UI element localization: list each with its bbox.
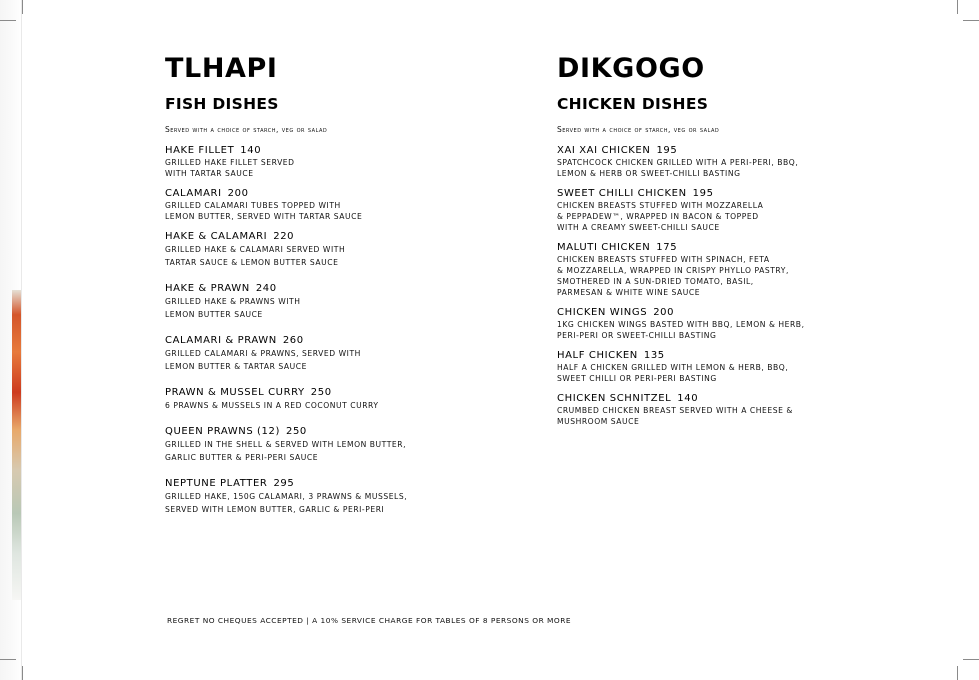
menu-item xyxy=(165,387,485,412)
crop-mark xyxy=(963,20,979,21)
item-name: MALUTI CHICKEN xyxy=(557,242,651,253)
menu-item xyxy=(557,145,877,179)
crop-mark xyxy=(0,20,16,21)
item-price: 135 xyxy=(643,350,665,361)
footer-note: REGRET NO CHEQUES ACCEPTED | A 10% SERVICE CHARGE FOR TABLES OF 8 PERSONS OR MORE xyxy=(167,616,572,625)
item-price: 140 xyxy=(677,393,699,404)
fish-subtitle: FISH DISHES xyxy=(165,95,279,113)
item-price: 200 xyxy=(653,307,675,318)
item-price: 220 xyxy=(273,231,295,242)
item-name: CHICKEN SCHNITZEL xyxy=(557,393,672,404)
chicken-serving-note: Served with a choice of starch, veg or salad xyxy=(557,125,720,134)
item-description: GRILLED HAKE FILLET SERVED WITH TARTAR SAUCE xyxy=(165,158,295,178)
chicken-items xyxy=(557,145,877,427)
chicken-subtitle: CHICKEN DISHES xyxy=(557,95,709,113)
menu-item xyxy=(557,307,877,341)
item-description: GRILLED CALAMARI & PRAWNS, SERVED WITH LEMON BUTTER & TARTAR SAUCE xyxy=(165,349,361,371)
item-description: CHICKEN BREASTS STUFFED WITH SPINACH, FETA & MOZZARELLA, WRAPPED IN CRISPY PHYLLO PASTRY, SMOTHERED IN A SUN-DRIED TOMATO, BASIL, PARMESAN & WHITE WINE SAUCE xyxy=(557,255,789,297)
item-name: CHICKEN WINGS xyxy=(557,307,648,318)
item-name: CALAMARI xyxy=(165,188,222,199)
item-description: HALF A CHICKEN GRILLED WITH LEMON & HERB, BBQ, SWEET CHILLI OR PERI-PERI BASTING xyxy=(557,363,789,383)
menu-item xyxy=(165,145,485,179)
item-description: GRILLED HAKE, 150G CALAMARI, 3 PRAWNS & MUSSELS, SERVED WITH LEMON BUTTER, GARLIC & PERI-PERI xyxy=(165,492,408,514)
fish-serving-note: Served with a choice of starch, veg or salad xyxy=(165,125,328,134)
fish-items xyxy=(165,145,485,516)
item-name: SWEET CHILLI CHICKEN xyxy=(557,188,687,199)
item-description: CHICKEN BREASTS STUFFED WITH MOZZARELLA & PEPPADEW™, WRAPPED IN BACON & TOPPED WITH A CREAMY SWEET-CHILLI SAUCE xyxy=(557,201,764,232)
menu-item xyxy=(165,335,485,373)
item-description: GRILLED HAKE & PRAWNS WITH LEMON BUTTER SAUCE xyxy=(165,297,301,319)
crop-mark xyxy=(0,659,16,660)
item-price: 250 xyxy=(310,387,332,398)
item-name: NEPTUNE PLATTER xyxy=(165,478,268,489)
item-name: HAKE & CALAMARI xyxy=(165,231,268,242)
page-divider-line xyxy=(21,0,22,680)
item-name: CALAMARI & PRAWN xyxy=(165,335,277,346)
item-price: 195 xyxy=(656,145,678,156)
item-description: 1KG CHICKEN WINGS BASTED WITH BBQ, LEMON & HERB, PERI-PERI OR SWEET-CHILLI BASTING xyxy=(557,320,805,340)
chicken-title: DIKGOGO xyxy=(557,53,705,84)
menu-item xyxy=(165,283,485,321)
crop-mark xyxy=(22,666,23,680)
menu-item xyxy=(557,393,877,427)
fish-title: TLHAPI xyxy=(165,53,278,84)
menu-item xyxy=(165,426,485,464)
item-price: 140 xyxy=(240,145,262,156)
item-price: 295 xyxy=(273,478,295,489)
item-price: 200 xyxy=(227,188,249,199)
chicken-section xyxy=(557,54,877,436)
item-name: HAKE FILLET xyxy=(165,145,235,156)
fish-section xyxy=(165,54,485,525)
item-name: XAI XAI CHICKEN xyxy=(557,145,651,156)
crop-mark xyxy=(963,659,979,660)
item-description: GRILLED HAKE & CALAMARI SERVED WITH TARTAR SAUCE & LEMON BUTTER SAUCE xyxy=(165,245,346,267)
item-price: 175 xyxy=(656,242,678,253)
menu-item xyxy=(557,242,877,298)
menu-item xyxy=(165,478,485,516)
menu-item xyxy=(165,188,485,222)
crop-mark xyxy=(957,0,958,14)
item-description: 6 PRAWNS & MUSSELS IN A RED COCONUT CURRY xyxy=(165,401,379,410)
crop-mark xyxy=(22,0,23,14)
menu-item xyxy=(165,231,485,269)
item-name: PRAWN & MUSSEL CURRY xyxy=(165,387,305,398)
menu-item xyxy=(557,350,877,384)
item-price: 260 xyxy=(282,335,304,346)
item-description: CRUMBED CHICKEN BREAST SERVED WITH A CHEESE & MUSHROOM SAUCE xyxy=(557,406,793,426)
item-description: GRILLED IN THE SHELL & SERVED WITH LEMON BUTTER, GARLIC BUTTER & PERI-PERI SAUCE xyxy=(165,440,407,462)
item-price: 195 xyxy=(692,188,714,199)
item-price: 240 xyxy=(255,283,277,294)
item-name: HAKE & PRAWN xyxy=(165,283,250,294)
item-name: QUEEN PRAWNS (12) xyxy=(165,426,280,437)
crop-mark xyxy=(957,666,958,680)
item-description: GRILLED CALAMARI TUBES TOPPED WITH LEMON BUTTER, SERVED WITH TARTAR SAUCE xyxy=(165,201,363,221)
item-name: HALF CHICKEN xyxy=(557,350,638,361)
menu-item xyxy=(557,188,877,233)
item-description: SPATCHCOCK CHICKEN GRILLED WITH A PERI-PERI, BBQ, LEMON & HERB OR SWEET-CHILLI BASTING xyxy=(557,158,799,178)
item-price: 250 xyxy=(285,426,307,437)
